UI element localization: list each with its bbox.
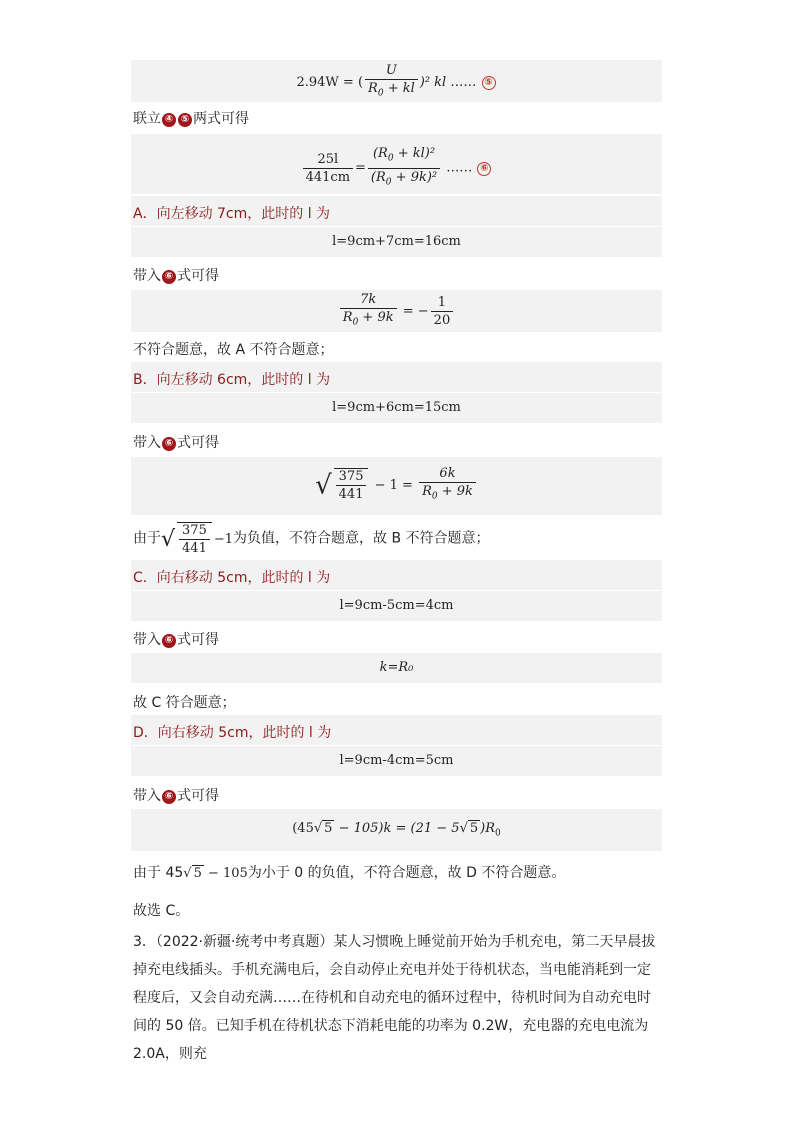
eq5-lhs: 2.94W = ( (296, 74, 364, 90)
eqa-den-sub: 0 (352, 317, 359, 328)
sub-c-pre: 带入 (133, 632, 161, 648)
combine-post: 两式可得 (193, 111, 249, 127)
eqd-b: − 105)k = (21 − 5 (334, 821, 460, 836)
substitute-c (133, 629, 219, 649)
eq6-d1: 441cm (305, 169, 351, 185)
eq6-dots: …… (442, 160, 473, 176)
sqrt-icon: √ (459, 821, 468, 836)
equation-d (131, 820, 662, 839)
eqb-den-tail: + 9k (437, 484, 473, 499)
eqd-c: )R (480, 821, 496, 836)
eqd-r1: 5 (324, 821, 333, 836)
eqa-num: 7k (340, 292, 397, 309)
sqrt-icon: √ (161, 526, 176, 552)
eqd-r2: 5 (469, 821, 479, 836)
sub-c-post: 式可得 (177, 632, 219, 648)
result-a: 不符合题意，故 A 不符合题意； (133, 342, 334, 358)
sub-b-post: 式可得 (177, 435, 219, 451)
equation-c: k=R₀ (379, 660, 414, 675)
eqa-mid: = − (398, 303, 429, 319)
resd-pre: 由于 45 (133, 865, 184, 881)
sub-d-post: 式可得 (177, 788, 219, 804)
sub-b-pre: 带入 (133, 435, 161, 451)
eq-mark-4: ④ (162, 113, 176, 127)
eq-mark-6: ⑥ (162, 437, 176, 451)
eq6-n1: 25l (303, 152, 353, 169)
eq5-fraction (365, 63, 418, 102)
answer-line: 故选 C。 (133, 903, 190, 919)
sub-a-pre: 带入 (133, 268, 161, 284)
eqb-radicand (334, 468, 369, 502)
sub-a-post: 式可得 (177, 268, 219, 284)
option-b-calc: l=9cm+6cm=15cm (332, 400, 461, 415)
substitute-b (133, 432, 219, 452)
eqb-rn: 375 (336, 469, 367, 486)
eqb-mid: − 1 = (370, 477, 418, 493)
eqa-frac1 (340, 292, 397, 331)
sqrt-icon: √ (313, 821, 323, 836)
eq6-n2-a: (R (372, 146, 388, 161)
eqa-den (340, 309, 397, 331)
eqa-den-r: R (342, 310, 353, 325)
combine-line (133, 108, 249, 128)
eqb-den-sub: 0 (431, 491, 438, 502)
eq-mark-6: ⑥ (162, 790, 176, 804)
option-c-label: C．向右移动 5cm，此时的 l 为 (133, 570, 331, 586)
eqb-den-r: R (422, 484, 432, 499)
resb-pre: 由于 (133, 530, 161, 547)
resb-radicand (177, 522, 212, 556)
eq6-d2-sub: 0 (385, 177, 392, 188)
eqa-d2: 20 (433, 312, 451, 328)
eq6-eq: = (355, 160, 366, 176)
eqa-frac2 (431, 295, 454, 328)
substitute-d (133, 785, 219, 805)
resd-post: 为小于 0 的负值，不符合题意，故 D 不符合题意。 (247, 865, 566, 881)
option-a-label: A．向左移动 7cm，此时的 l 为 (133, 206, 331, 222)
eqb-frac (419, 466, 476, 505)
eqd-a: (45 (292, 821, 314, 836)
resb-rn: 375 (179, 523, 210, 540)
eq6-n2-tail: + kl)² (393, 146, 436, 161)
resb-post: 为负值，不符合题意，故 B 不符合题意； (233, 530, 490, 547)
option-a-calc: l=9cm+7cm=16cm (332, 234, 461, 249)
resd-mid: − 105 (203, 866, 248, 881)
resd-r: 5 (193, 866, 202, 881)
equation-b (131, 466, 662, 505)
eq6-frac2 (368, 146, 440, 190)
result-d (133, 862, 565, 882)
eq6-n2-sub: 0 (387, 153, 394, 164)
eq6-d2 (368, 169, 440, 191)
resb-tail: −1 (213, 531, 234, 547)
eq6-frac1 (303, 152, 353, 185)
eqa-n2: 1 (431, 295, 454, 312)
question-3: 3．（2022·新疆·统考中考真题）某人习惯晚上睡觉前开始为手机充电，第二天早晨拔掉充电线插头。手机充满电后，会自动停止充电并处于待机状态，当电能消耗到一定程度后，又会自动充满……在待机和自动充电的循环过程中，待机时间为自动充电时间的 50 倍。已知手机在待机状态下消耗电能的功率为 0.2W，充电器的充电电流为 2.0A，则充 (133, 934, 656, 1062)
equation-5 (131, 63, 662, 102)
equation-a (131, 292, 662, 331)
eq5-den (365, 80, 418, 102)
combine-pre: 联立 (133, 111, 161, 127)
substitute-a (133, 265, 219, 285)
eq6-n2 (368, 146, 440, 169)
option-c-calc: l=9cm-5cm=4cm (339, 598, 454, 613)
eqa-den-tail: + 9k (358, 310, 394, 325)
sqrt-icon: √ (183, 866, 192, 881)
eqb-num: 6k (419, 466, 476, 483)
resb-rd: 441 (182, 541, 207, 556)
eq5-den-tail: + kl (383, 81, 415, 96)
eq5-rhs: )² kl …… (419, 74, 477, 90)
eq-number-6: ⑥ (477, 162, 491, 176)
eq-number-5: ⑤ (482, 76, 496, 90)
eq6-d2-a: (R (370, 169, 386, 185)
sqrt-icon: √ (315, 470, 332, 501)
option-d-calc: l=9cm-4cm=5cm (339, 753, 454, 768)
eq6-d2-tail: + 9k)² (391, 169, 438, 185)
eq-mark-6: ⑥ (162, 270, 176, 284)
eq-mark-6: ⑥ (162, 634, 176, 648)
equation-6 (131, 146, 662, 190)
eq-mark-5: ⑤ (178, 113, 192, 127)
eq5-den-sub: 0 (377, 88, 384, 99)
eqd-c-sub: 0 (495, 828, 501, 839)
eq5-den-r: R (368, 81, 378, 96)
eqb-rd: 441 (338, 487, 364, 503)
eqb-den (419, 483, 476, 505)
eq5-num: U (365, 63, 418, 80)
option-d-label: D．向右移动 5cm，此时的 l 为 (133, 725, 332, 741)
sub-d-pre: 带入 (133, 788, 161, 804)
option-b-label: B．向左移动 6cm，此时的 l 为 (133, 372, 331, 388)
result-c: 故 C 符合题意； (133, 695, 236, 711)
result-b (133, 522, 490, 556)
